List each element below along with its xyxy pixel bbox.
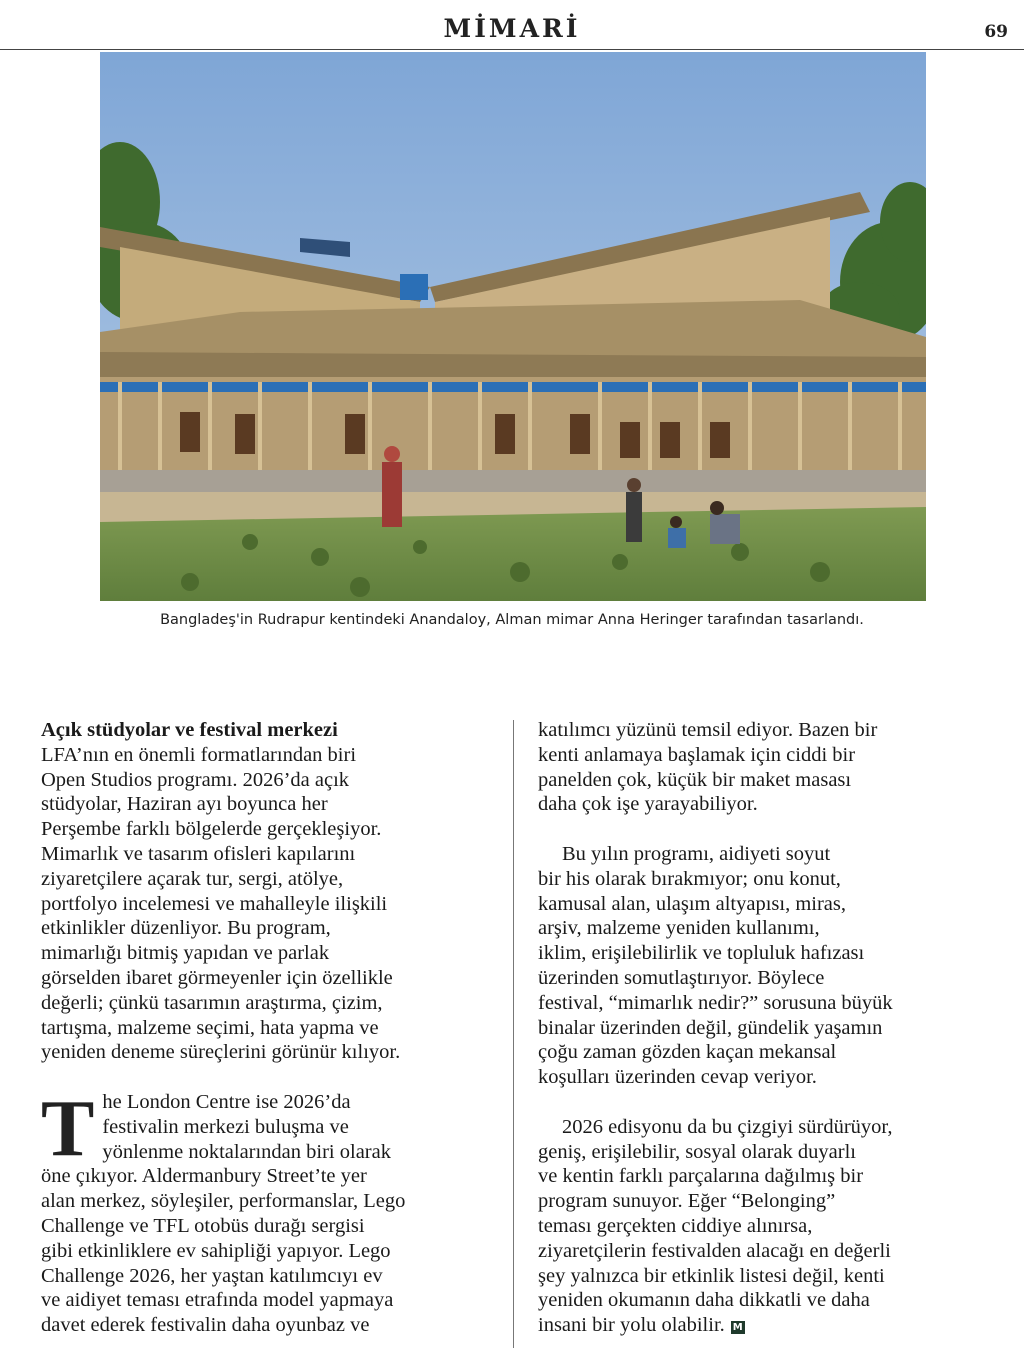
text-line: ziyaretçilerin festivalden alacağı en değerli	[538, 1239, 891, 1262]
left-column	[41, 718, 493, 1338]
text-line: Challenge 2026, her yaştan katılımcıyı ev	[41, 1264, 383, 1287]
blue-banner	[100, 382, 926, 392]
text-line: çoğu zaman gözden kaçan mekansal	[538, 1041, 837, 1064]
paragraph-open-studios	[41, 743, 493, 1065]
photo-caption: Bangladeş'in Rudrapur kentindeki Anandaloy, Alman mimar Anna Heringer tarafından tasarlandı.	[160, 612, 864, 628]
sign-board	[400, 274, 428, 300]
drop-cap: T	[41, 1084, 95, 1173]
text-line: tartışma, malzeme seçimi, hata yapma ve	[41, 1016, 379, 1039]
building-photo	[100, 52, 926, 601]
text-line: görselden ibaret görmeyenler için özellikle	[41, 966, 393, 989]
text-line: panelden çok, küçük bir maket masası	[538, 768, 852, 791]
paragraph-gap	[538, 1090, 978, 1115]
text-line: program sunuyor. Eğer “Belonging”	[538, 1190, 836, 1213]
subheading: Açık stüdyolar ve festival merkezi	[41, 719, 338, 741]
text-line: daha çok işe yarayabiliyor.	[538, 793, 758, 816]
paragraph-gap	[538, 817, 978, 842]
text-line: alan merkez, söyleşiler, performanslar, Lego	[41, 1190, 406, 1213]
text-line: yeniden okumanın daha dikkatli ve daha	[538, 1289, 870, 1312]
text-line: binalar üzerinden değil, gündelik yaşamın	[538, 1016, 883, 1039]
column-divider	[513, 720, 514, 1348]
garden	[100, 507, 926, 601]
text-line: kamusal alan, ulaşım altyapısı, miras,	[538, 892, 847, 915]
text-line: üzerinden somutlaştırıyor. Böylece	[538, 966, 825, 989]
text-line: gibi etkinliklere ev sahipliği yapıyor. Lego	[41, 1239, 391, 1262]
end-mark-icon: M	[731, 1321, 745, 1334]
text-line: arşiv, malzeme yeniden kullanımı,	[538, 917, 820, 940]
page-header	[0, 0, 1024, 50]
text-line: ve kentin farklı parçalarına dağılmış bir	[538, 1165, 864, 1188]
text-line: teması gerçekten ciddiye alınırsa,	[538, 1214, 813, 1237]
paragraph-london-centre	[41, 1084, 493, 1338]
text-line: ziyaretçilere açarak tur, sergi, atölye,	[41, 867, 344, 890]
text-line-end: insani bir yolu olabilir.	[538, 1314, 725, 1337]
text-line: şey yalnızca bir etkinlik listesi değil, kenti	[538, 1264, 885, 1287]
text-line: he London Centre ise 2026’da	[102, 1090, 351, 1113]
text-line: bir his olarak bırakmıyor; onu konut,	[538, 867, 841, 890]
text-line: Open Studios programı. 2026’da açık	[41, 768, 350, 791]
paragraph-2026-edition	[538, 1115, 978, 1338]
plinth	[100, 470, 926, 492]
text-line: Bu yılın programı, aidiyeti soyut	[562, 842, 831, 865]
text-line: mimarlığı bitmiş yapıdan ve parlak	[41, 942, 330, 965]
right-column	[538, 718, 978, 1338]
text-line: yeniden deneme süreçlerini görünür kılıyor.	[41, 1041, 401, 1064]
paragraph-gap	[41, 1065, 493, 1090]
text-line: LFA’nın en önemli formatlarından biri	[41, 743, 357, 766]
page-number: 69	[984, 22, 1008, 42]
text-line: öne çıkıyor. Aldermanbury Street’te yer	[41, 1165, 367, 1188]
header-rule	[0, 49, 1024, 50]
text-line: etkinlikler düzenliyor. Bu program,	[41, 917, 331, 940]
paragraph-program	[538, 842, 978, 1090]
text-line: 2026 edisyonu da bu çizgiyi sürdürüyor,	[562, 1115, 893, 1138]
text-line: katılımcı yüzünü temsil ediyor. Bazen bir	[538, 719, 878, 741]
text-line: iklim, erişilebilirlik ve topluluk hafızası	[538, 942, 865, 965]
text-line: festival, “mimarlık nedir?” sorusuna büyük	[538, 991, 893, 1014]
text-line	[538, 1313, 978, 1338]
text-line: değerli; çünkü tasarımın araştırma, çizim,	[41, 991, 383, 1014]
text-line: festivalin merkezi buluşma ve	[102, 1115, 349, 1138]
text-line: Mimarlık ve tasarım ofisleri kapılarını	[41, 842, 356, 865]
text-line: geniş, erişilebilir, sosyal olarak duyarlı	[538, 1140, 856, 1163]
text-line: davet ederek festivalin daha oyunbaz ve	[41, 1314, 370, 1337]
text-line: portfolyo incelemesi ve mahalleyle ilişkili	[41, 892, 388, 915]
text-line: kenti anlamaya başlamak için ciddi bir	[538, 743, 856, 766]
text-line: koşulları üzerinden cevap veriyor.	[538, 1066, 817, 1089]
paragraph-continuation	[538, 718, 978, 817]
section-title: MİMARİ	[443, 14, 581, 43]
text-line: Challenge ve TFL otobüs durağı sergisi	[41, 1214, 365, 1237]
photo-illustration	[100, 52, 926, 601]
text-line: ve aidiyet teması etrafında model yapmaya	[41, 1289, 394, 1312]
text-line: stüdyolar, Haziran ayı boyunca her	[41, 793, 328, 816]
text-line: yönlenme noktalarından biri olarak	[102, 1140, 391, 1163]
text-line: Perşembe farklı bölgelerde gerçekleşiyor.	[41, 818, 382, 841]
